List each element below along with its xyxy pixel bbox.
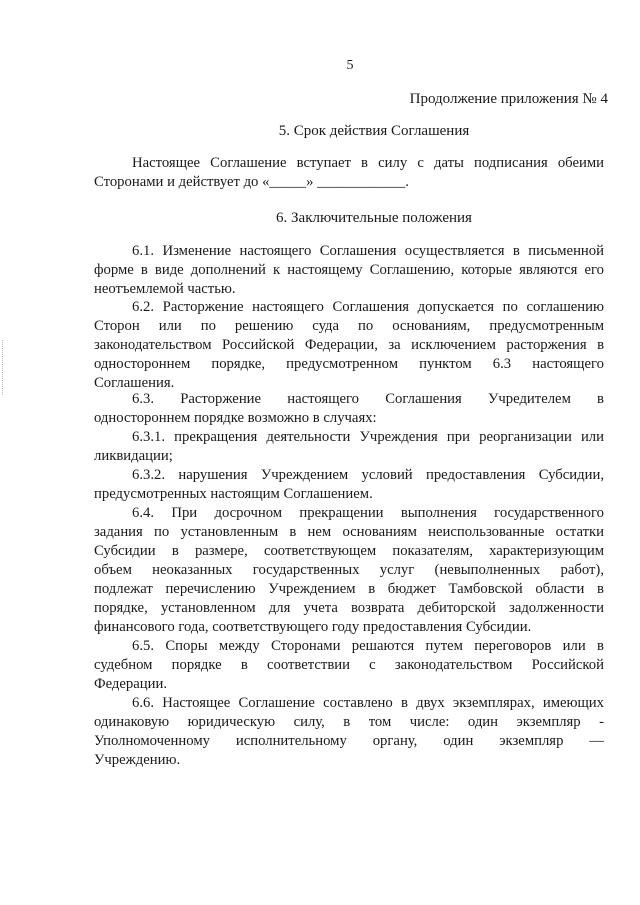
text-line: 6.5. Споры между Сторонами решаются путем переговоров или в	[132, 638, 604, 654]
text-line: 6.4. При досрочном прекращении выполнения государственного	[132, 505, 604, 521]
text-line: Соглашения.	[94, 375, 175, 391]
text-line: Уполномоченному исполнительному органу, один экземпляр —	[94, 733, 604, 749]
text-line: 6.6. Настоящее Соглашение составлено в двух экземплярах, имеющих	[132, 695, 604, 711]
text-line: Сторонами и действует до «_____» ____________.	[94, 174, 409, 190]
text-line: ликвидации;	[94, 448, 173, 464]
text-line: 6.1. Изменение настоящего Соглашения осуществляется в письменной	[132, 243, 604, 259]
text-line: задания по установленным в нем основаниям неиспользованные остатки	[94, 524, 604, 540]
text-line: предусмотренных настоящим Соглашением.	[94, 486, 373, 502]
page-number: 5	[346, 58, 354, 73]
paragraph-6-1	[94, 242, 604, 299]
paragraph-6-3	[94, 390, 604, 428]
paragraph-6-4	[94, 504, 604, 637]
text-line: 6.3.1. прекращения деятельности Учреждения при реорганизации или	[132, 429, 604, 445]
text-line: подлежат перечислению Учреждением в бюджет Тамбовской области в	[94, 581, 604, 597]
text-line: 6.3.2. нарушения Учреждением условий предоставления Субсидии,	[132, 467, 604, 483]
text-line: объем неоказанных государственных услуг (невыполненных работ),	[94, 562, 604, 578]
text-line: 6.2. Расторжение настоящего Соглашения допускается по соглашению	[132, 299, 604, 315]
text-line: одностороннем порядке возможно в случаях:	[94, 410, 377, 426]
text-line: Субсидии в размере, соответствующем показателям, характеризующим	[94, 543, 604, 559]
paragraph-6-6	[94, 694, 604, 770]
text-line: 6.3. Расторжение настоящего Соглашения Учредителем в	[132, 391, 604, 407]
text-line: Федерации.	[94, 676, 168, 692]
text-line: законодательством Российской Федерации, за исключением расторжения в	[94, 337, 604, 353]
text-line: форме в виде дополнений к настоящему Соглашению, которые являются его	[94, 262, 604, 278]
scan-margin-mark	[2, 340, 7, 395]
paragraph-6-5	[94, 637, 604, 694]
text-line: одинаковую юридическую силу, в том числе: один экземпляр -	[94, 714, 604, 730]
text-line: неотъемлемой частью.	[94, 281, 236, 297]
text-line: Настоящее Соглашение вступает в силу с даты подписания обеими	[132, 155, 604, 171]
paragraph-6-2	[94, 298, 604, 393]
paragraph-6-3-2	[94, 466, 604, 504]
section-6-title: 6. Заключительные положения	[276, 210, 472, 226]
text-line: одностороннем порядке, предусмотренном пунктом 6.3 настоящего	[94, 356, 604, 372]
text-line: порядке, установленном для учета возврата дебиторской задолженности	[94, 600, 604, 616]
appendix-continuation-note: Продолжение приложения № 4	[409, 91, 608, 107]
section-5-body	[94, 154, 604, 192]
text-line: Сторон или по решению суда по основаниям, предусмотренным	[94, 318, 604, 334]
text-line: финансового года, соответствующего году предоставления Субсидии.	[94, 619, 532, 635]
text-line: Учреждению.	[94, 752, 181, 768]
text-line: судебном порядке в соответствии с законодательством Российской	[94, 657, 604, 673]
section-5-title: 5. Срок действия Соглашения	[278, 123, 470, 139]
paragraph-6-3-1	[94, 428, 604, 466]
